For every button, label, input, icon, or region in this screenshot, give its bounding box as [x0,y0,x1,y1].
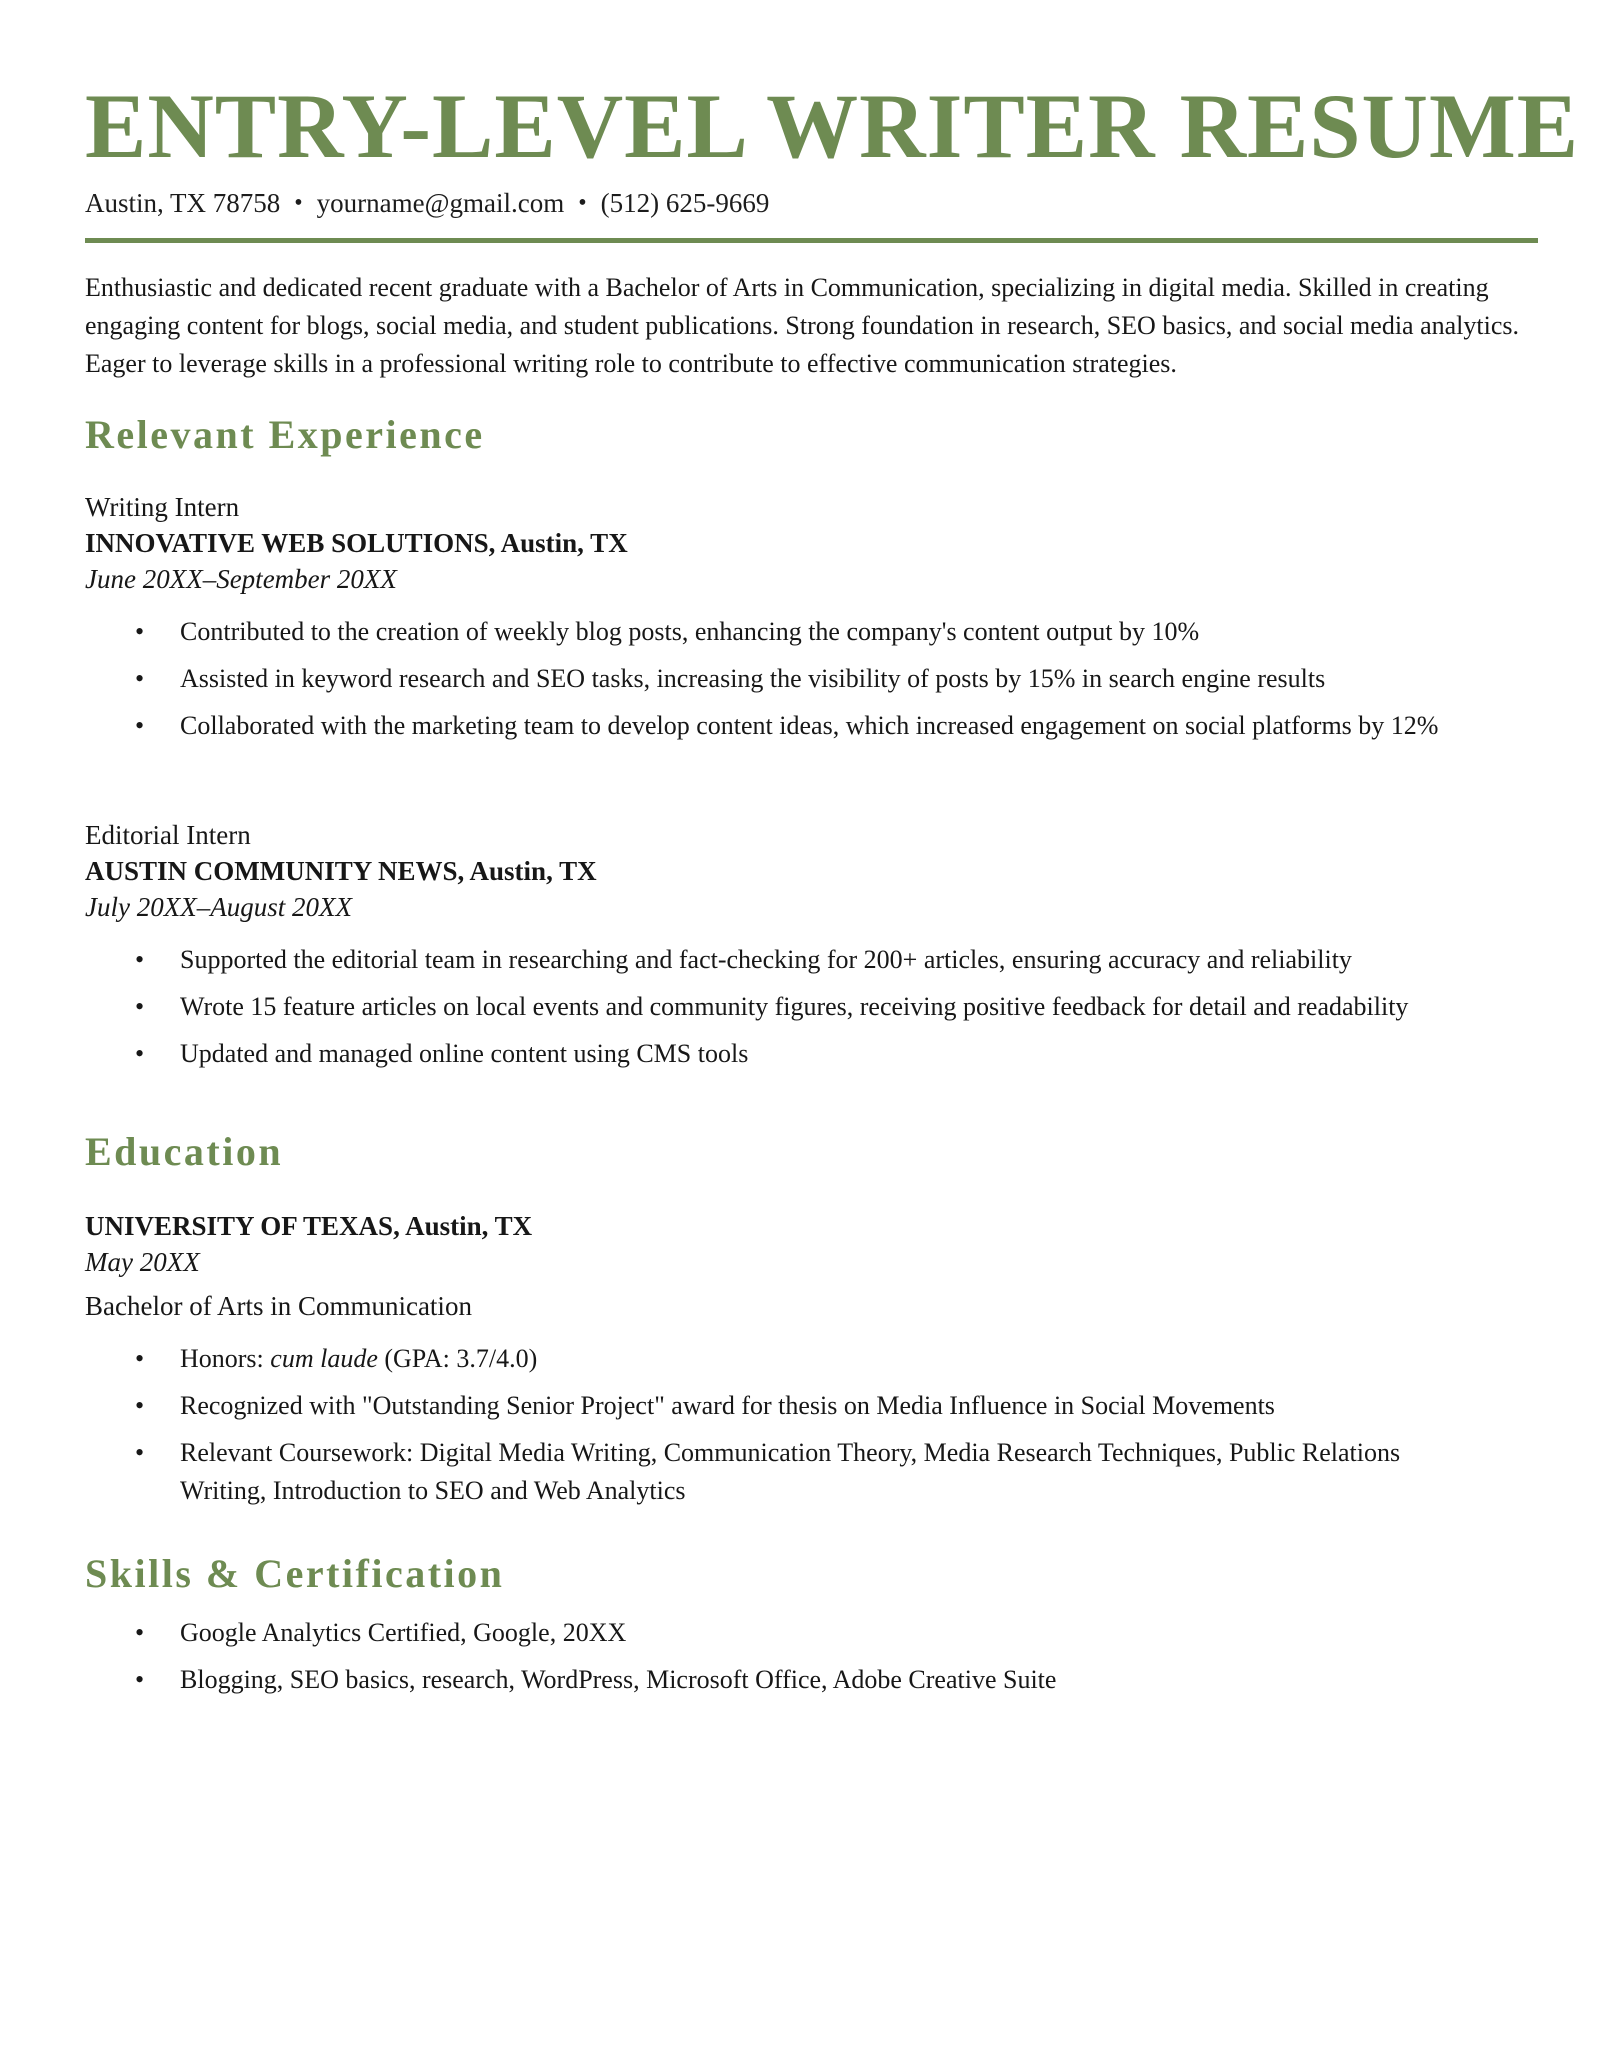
experience-job-2 [85,817,1538,1073]
job-dates: June 20XX–September 20XX [85,564,397,594]
education-bullet-coursework: • Relevant Coursework: Digital Media Writing, Communication Theory, Media Research Techniques, Public Relations Writing, Introduction to SEO and Web Analytics [180,1434,1470,1510]
contact-separator-dot: • [578,190,587,216]
contact-phone: (512) 625-9669 [600,188,770,218]
summary-paragraph: Enthusiastic and dedicated recent graduate with a Bachelor of Arts in Communication, specializing in digital media. Skilled in creating engaging content for blogs, social media, and student publications. Strong foundation in research, SEO basics, and social media analytics. Eager to leverage skills in a professional writing role to contribute to effective communication strategies. [85,273,1519,378]
job-company: INNOVATIVE WEB SOLUTIONS, Austin, TX [85,528,628,558]
education-bullet-list [85,1340,1538,1510]
job-bullet: • Assisted in keyword research and SEO tasks, increasing the visibility of posts by 15% in search engine results [180,660,1470,698]
section-heading-experience: Relevant Experience [85,412,485,457]
header-divider-rule [85,238,1538,243]
skills-bullet-list [85,1614,1538,1699]
job-bullet: • Supported the editorial team in researching and fact-checking for 200+ articles, ensuring accuracy and reliability [180,941,1470,979]
education-bullet-honors [180,1340,1470,1378]
contact-email: yourname@gmail.com [316,188,565,218]
skills-bullet: • Blogging, SEO basics, research, WordPress, Microsoft Office, Adobe Creative Suite [180,1661,1470,1699]
honors-gpa: (GPA: 3.7/4.0) [377,1344,538,1373]
education-degree: Bachelor of Arts in Communication [85,1291,472,1321]
job-title: Writing Intern [85,492,240,522]
job-title: Editorial Intern [85,820,251,850]
job-company: AUSTIN COMMUNITY NEWS, Austin, TX [85,856,597,886]
contact-line [85,186,1538,222]
experience-job-1 [85,489,1538,745]
job-bullet: • Updated and managed online content using CMS tools [180,1035,1470,1073]
job-bullet: • Wrote 15 feature articles on local events and community figures, receiving positive feedback for detail and readability [180,988,1470,1026]
job-bullet: • Collaborated with the marketing team to develop content ideas, which increased engagement on social platforms by 12% [180,707,1470,745]
resume-title: ENTRY-LEVEL WRITER RESUME [85,75,1580,177]
contact-location: Austin, TX 78758 [85,188,281,218]
honors-prefix: Honors: [180,1344,271,1373]
education-date: May 20XX [85,1247,200,1277]
contact-separator-dot: • [294,190,303,216]
job-bullet: • Contributed to the creation of weekly blog posts, enhancing the company's content output by 10% [180,613,1470,651]
section-heading-skills: Skills & Certification [85,1551,505,1596]
section-heading-education: Education [85,1129,284,1174]
job-bullet-list [85,941,1538,1073]
education-bullet-award: • Recognized with "Outstanding Senior Project" award for thesis on Media Influence in Social Movements [180,1387,1470,1425]
education-school: UNIVERSITY OF TEXAS, Austin, TX [85,1211,533,1241]
skills-bullet: • Google Analytics Certified, Google, 20XX [180,1614,1470,1652]
job-bullet-list [85,613,1538,745]
education-entry [85,1208,1538,1510]
honors-latin: cum laude [270,1344,378,1373]
job-dates: July 20XX–August 20XX [85,892,352,922]
